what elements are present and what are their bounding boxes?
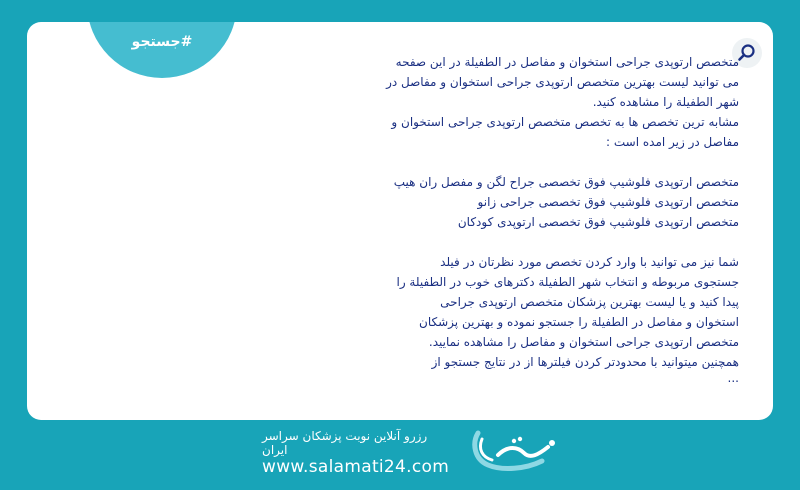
related-specialty: متخصص ارتوپدی فلوشیپ فوق تخصصی جراح لگن و مفصل ران هیپ bbox=[393, 175, 739, 189]
outro-ellipsis: ... bbox=[727, 371, 739, 385]
description-text bbox=[319, 52, 739, 384]
search-icon bbox=[737, 43, 757, 63]
related-specialty: متخصص ارتوپدی فلوشیپ فوق تخصصی جراحی زانو bbox=[477, 195, 739, 209]
footer-url[interactable]: www.salamati24.com bbox=[262, 457, 450, 477]
hashtag-label[interactable]: #جستجو bbox=[131, 34, 193, 50]
spacer bbox=[319, 152, 739, 172]
related-specialty: متخصص ارتوپدی فلوشیپ فوق تخصصی ارتوپدی کودکان bbox=[457, 215, 739, 229]
intro-line: شهر الطفیلة را مشاهده کنید. bbox=[592, 95, 739, 109]
intro-line: مشابه ترین تخصص ها به تخصص متخصص ارتوپدی جراحی استخوان و bbox=[391, 115, 739, 129]
outro-line: شما نیز می توانید با وارد کردن تخصص مورد نظرتان در فیلد bbox=[440, 255, 739, 269]
outro-line: متخصص ارتوپدی جراحی استخوان و مفاصل را مشاهده نمایید. bbox=[428, 335, 739, 349]
outro-line: جستجوی مربوطه و انتخاب شهر الطفیلة دکترهای خوب در الطفیلة را bbox=[396, 275, 739, 289]
intro-line: مفاصل در زیر امده است : bbox=[606, 135, 739, 149]
intro-line: می توانید لیست بهترین متخصص ارتوپدی جراحی استخوان و مفاصل در bbox=[386, 75, 739, 89]
outro-line: استخوان و مفاصل در الطفیلة را جستجو نموده و بهترین پزشکان bbox=[419, 315, 739, 329]
outro-line: پیدا کنید و یا لیست بهترین پزشکان متخصص ارتوپدی جراحی bbox=[440, 295, 739, 309]
footer-tagline: رزرو آنلاین نوبت پزشکان سراسر ایران bbox=[262, 429, 428, 457]
salamati-logo bbox=[468, 425, 560, 481]
content-card bbox=[27, 22, 773, 420]
hashtag-badge[interactable] bbox=[87, 22, 237, 78]
intro-line: متخصص ارتوپدی جراحی استخوان و مفاصل در الطفیلة در این صفحه bbox=[395, 55, 739, 69]
spacer bbox=[319, 232, 739, 252]
outro-line: همچنین میتوانید با محدودتر کردن فیلترها از در نتایج جستجو از bbox=[431, 355, 739, 369]
